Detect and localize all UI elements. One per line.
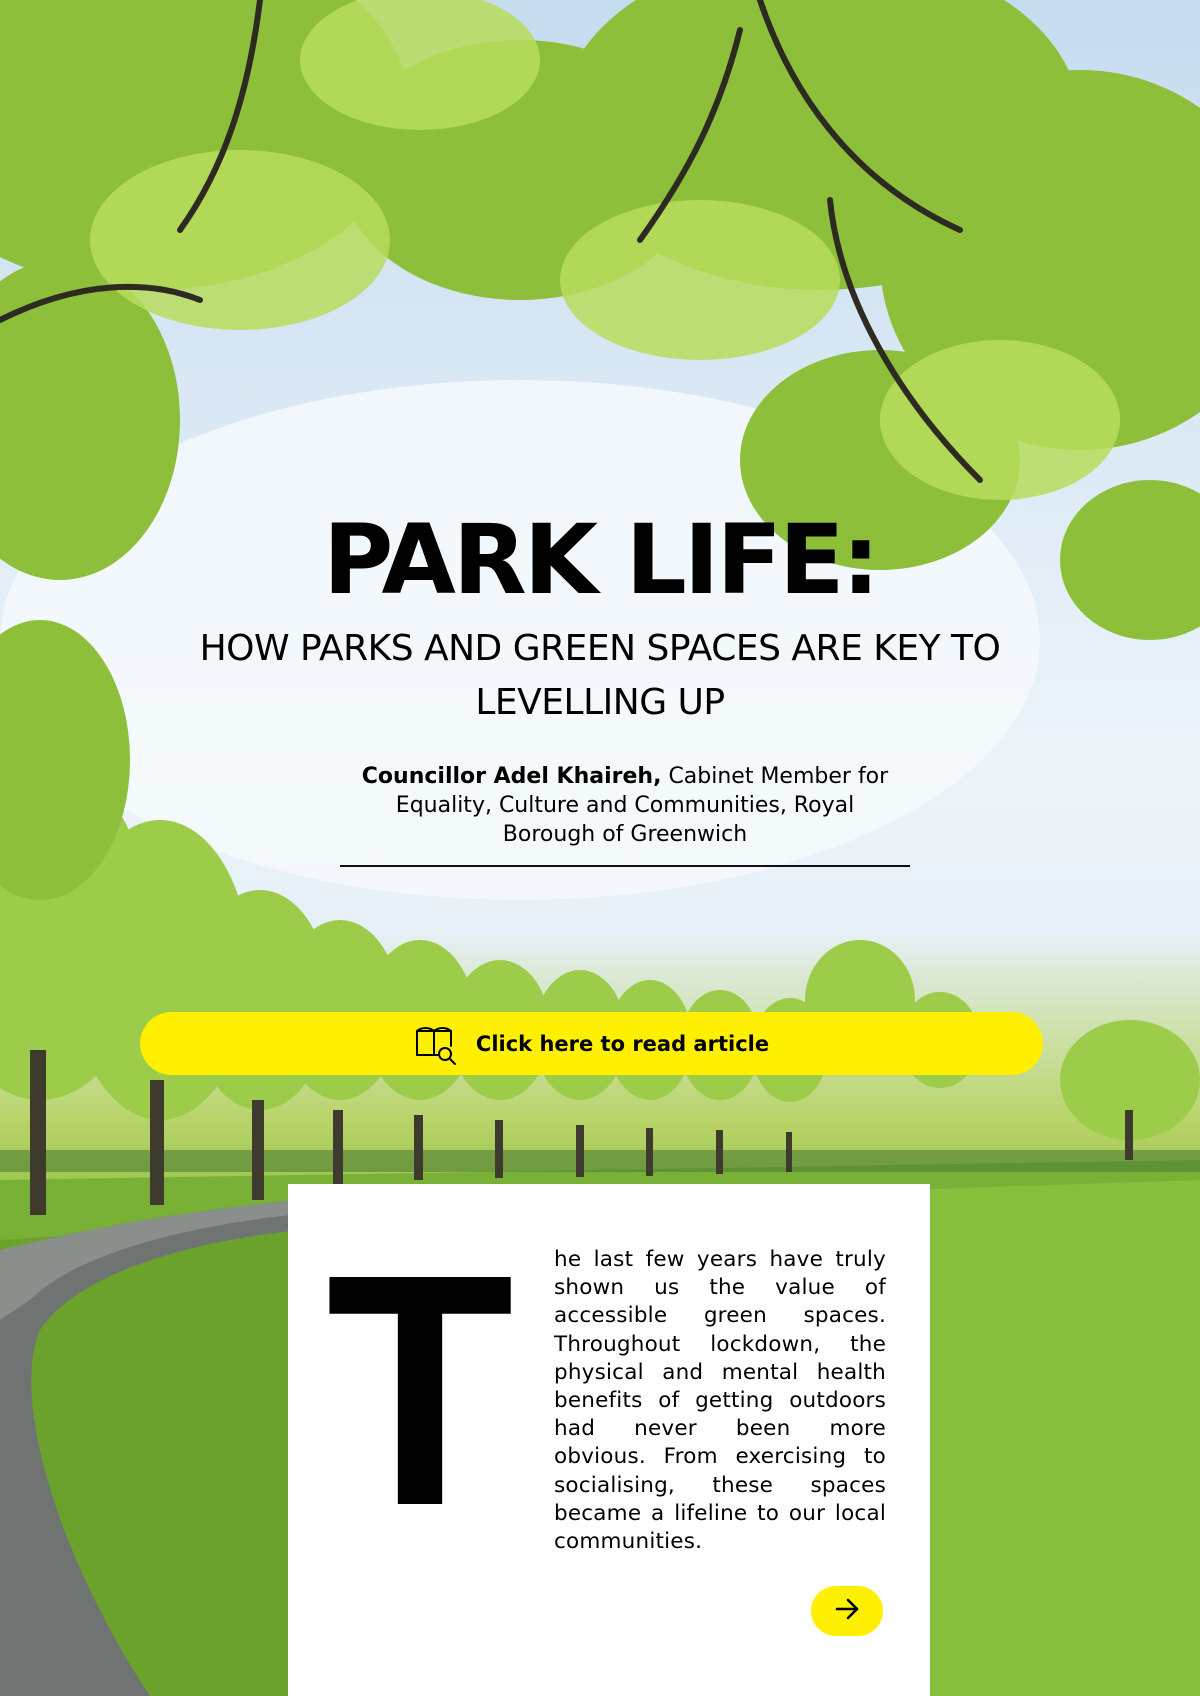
page-title: PARK LIFE: <box>322 504 877 616</box>
page-subtitle: HOW PARKS AND GREEN SPACES ARE KEY TO LEVELLING UP <box>199 628 1001 723</box>
arrow-right-icon <box>832 1594 862 1629</box>
divider <box>340 865 910 867</box>
article-intro: he last few years have truly shown us the value of accessible green spaces. Throughout lockdown, the physical and mental health benefits of getting outdoors had never been more obvious. From exercising to socialising, these spaces became a lifeline to our local communities. <box>554 1247 886 1555</box>
article-card <box>288 1184 930 1696</box>
next-page-button[interactable] <box>811 1586 883 1636</box>
read-article-label: Click here to read article <box>475 1031 770 1056</box>
svg-text:T: T <box>326 1262 514 1506</box>
drop-cap <box>326 1262 514 1506</box>
read-article-button[interactable] <box>140 1012 1043 1075</box>
book-search-icon <box>414 1022 458 1066</box>
byline-role: Cabinet Member for Equality, Culture and Communities, Royal Borough of Greenwich <box>395 764 889 847</box>
byline <box>355 762 895 849</box>
byline-author: Councillor Adel Khaireh, <box>361 764 662 789</box>
